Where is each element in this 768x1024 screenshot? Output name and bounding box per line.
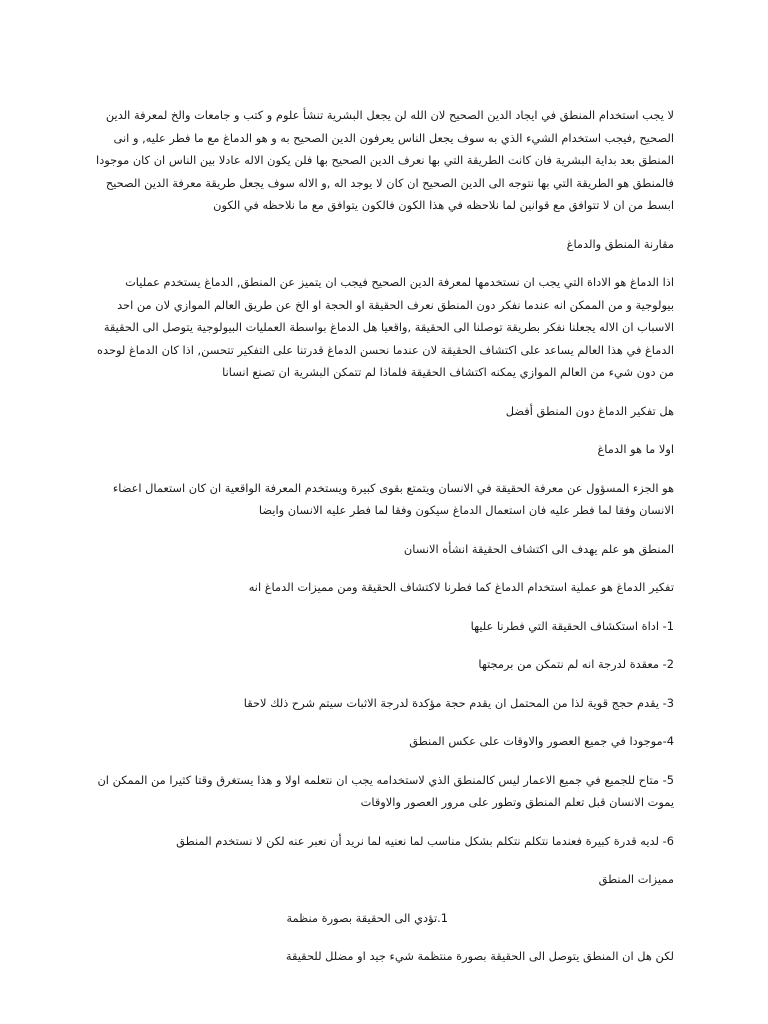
document-page: [88, 104, 674, 968]
section-heading-what-is-brain: اولا ما هو الدماغ: [597, 442, 674, 456]
brain-paragraph: اذا الدماغ هو الاداة التي يجب ان نستخدمها لمعرفة الدين الصحيح فيجب ان يتميز عن المنطق, الدماغ يستخدم عمليات بيولوجية و من الممكن انه عندما نفكر دون المنطق نعرف الحقيقة او الحجة او الخ عن طريق العالم الموازي لان من احد الاسباب ان الاله يجعلنا نفكر بطريقة توصلنا الى الحقيقة ,واقعيا هل الدماغ بواسطة العمليات البيولوجية يتوصل الى الحقيقة الدماغ في هذا العالم يساعد على اكتشاف الحقيقة لان عندما نحسن الدماغ قدرتنا على التفكير تتحسن, اذا كان الدماغ لوحده من دون شيء من العالم الموازي يمكنه اكتشاف الحقيقة فلماذا لم تتمكن البشرية ان تصنع انسانا: [97, 275, 674, 379]
section-heading-better: هل تفكير الدماغ دون المنطق أفضل: [505, 403, 674, 418]
list-item: 5- متاح للجميع في جميع الاعمار ليس كالمنطق الذي لاستخدامه يجب ان نتعلمه اولا و هذا يستغرق وقتا كثيرا من الممكن ان يموت الانسان قبل تعلم المنطق وتطور على مرور العصور والاوقات: [97, 772, 674, 809]
list-item: 6- لديه قدرة كبيرة فعندما نتكلم نتكلم بشكل مناسب لما نعنيه لما نريد أن نعبر عنه لكن لا نستخدم المنطق: [176, 833, 674, 848]
logic-feature-item: [88, 907, 674, 930]
closing-question: لكن هل ان المنطق يتوصل الى الحقيقة بصورة منتظمة شيء جيد او مضلل للحقيقة: [285, 949, 674, 963]
list-number: 1.: [437, 910, 448, 925]
section-heading-logic-features: مميزات المنطق: [598, 872, 674, 886]
list-item: 1- اداة استكشاف الحقيقة التي فطرنا عليها: [470, 618, 674, 633]
brain-features-intro: تفكير الدماغ هو عملية استخدام الدماغ كما فطرنا لاكتشاف الحقيقة ومن مميزات الدماغ انه: [248, 580, 674, 594]
logic-definition: المنطق هو علم يهدف الى اكتشاف الحقيقة انشأه الانسان: [403, 541, 674, 556]
section-heading-comparison: مقارنة المنطق والدماغ: [566, 236, 674, 251]
brain-definition-paragraph: هو الجزء المسؤول عن معرفة الحقيقة في الانسان ويتمتع بقوى كبيرة ويستخدم المعرفة الواقعية ان كان استعمال اعضاء الانسان وفقا لما فطر عليه فان استعمال الدماغ سيكون وفقا لما فطر عليه الانسان وايضا: [112, 480, 674, 517]
list-item: 3- يقدم حجج قوية لذا من المحتمل ان يقدم حجة مؤكدة لدرجة الاثبات سيتم شرح ذلك لاحقا: [243, 695, 674, 710]
intro-paragraph: لا يجب استخدام المنطق في ايجاد الدين الصحيح لان الله لن يجعل البشرية تنشأ علوم و كتب و جامعات والخ لمعرفة الدين الصحيح ,فيجب استخدام الشيء الذي به سوف يجعل الناس يعرفون الدين الصحيح به و هو الدماغ مع ما فطر عليه, و انى المنطق بعد بداية البشرية فان كانت الطريقة التي بها نعرف الدين الصحيح بها فلن يكون الاله عادلا بين الناس ان كان موجودا فالمنطق هو الطريقة التي بها نتوجه الى الدين الصحيح ان كان لا يوجد اله ,و الاله سوف يجعل طريقة معرفة الدين الصحيح ابسط من ان لا تتوافق مع قوانين لما نلاحظه في هذا الكون فالكون يتوافق مع ما نلاحظه في الكون: [96, 108, 674, 212]
list-item-text: تؤدي الى الحقيقة بصورة منظمة: [286, 910, 438, 925]
list-item: 2- معقدة لدرجة انه لم نتمكن من برمجتها: [478, 657, 674, 671]
list-item: 4-موجودا في جميع العصور والاوقات على عكس المنطق: [409, 734, 674, 748]
